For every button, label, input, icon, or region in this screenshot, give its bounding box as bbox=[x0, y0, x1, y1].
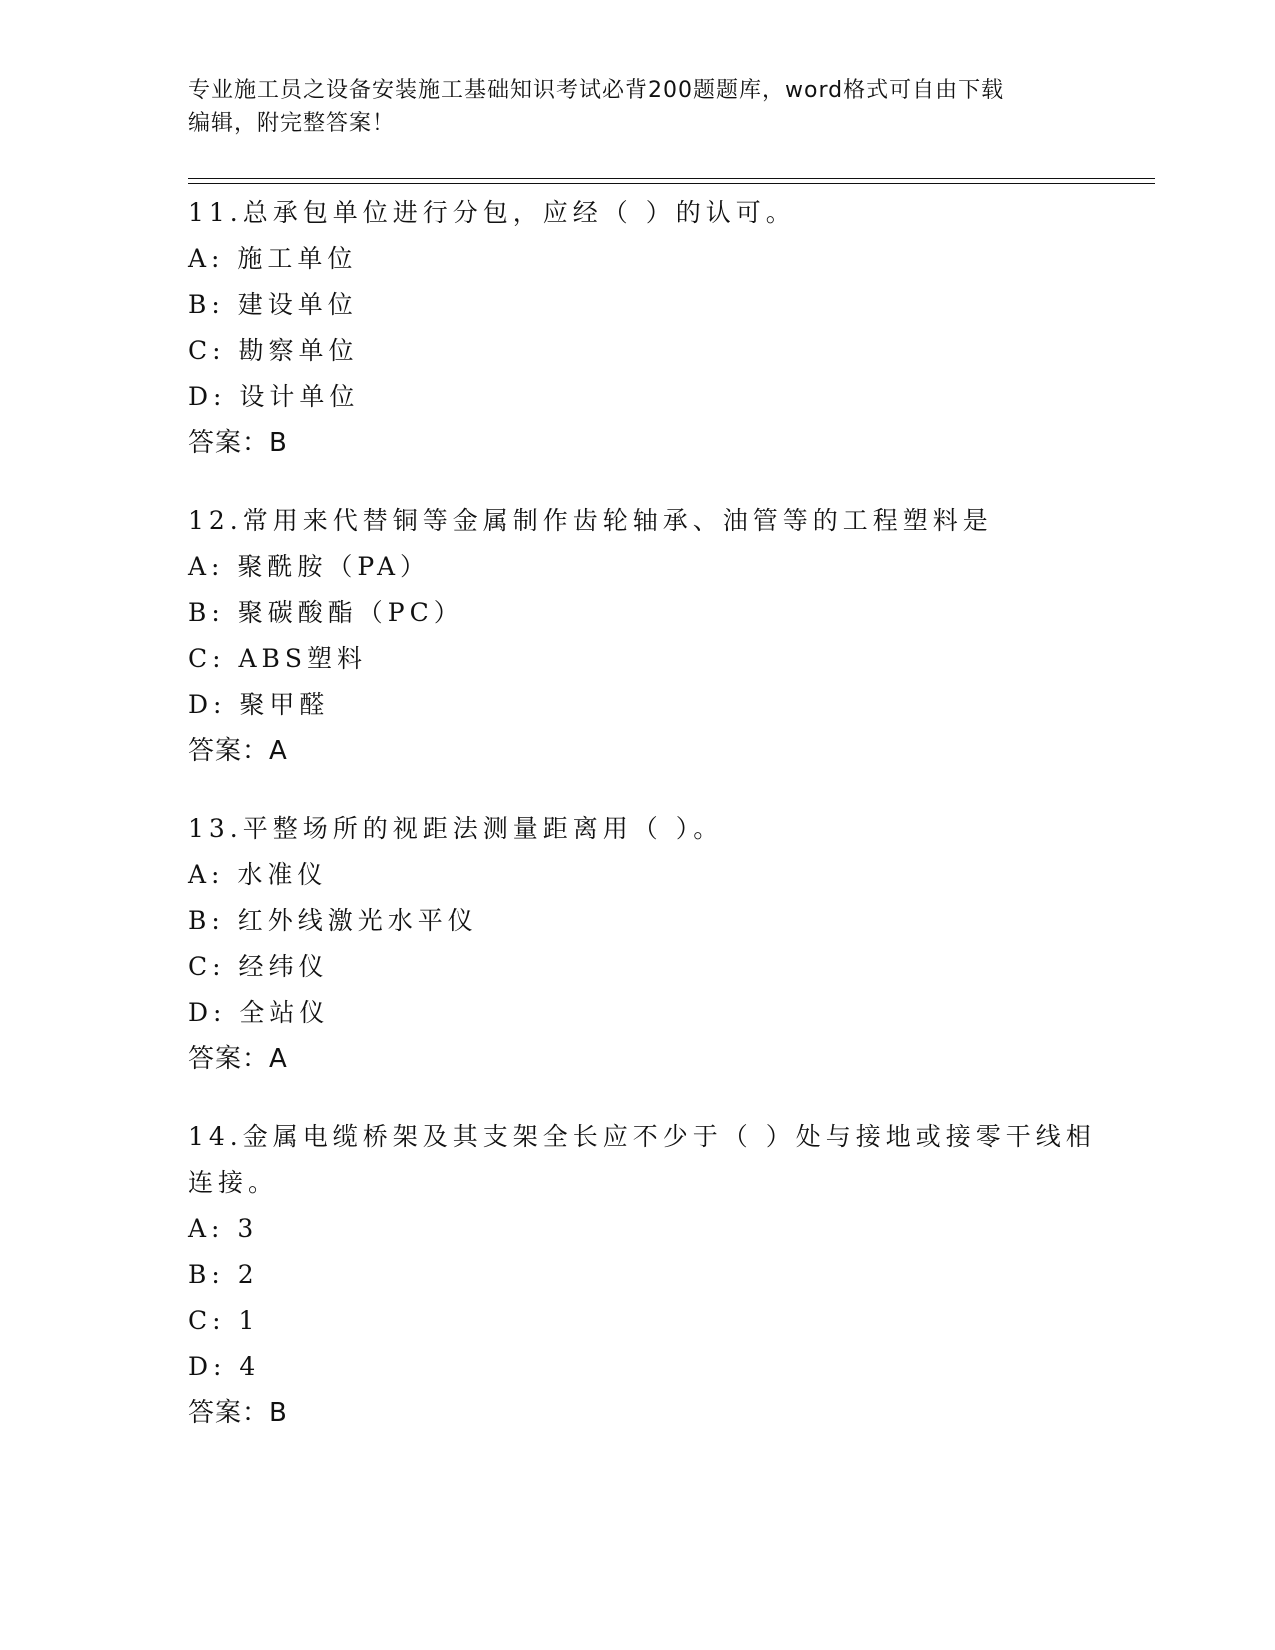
option-a: A: 施工单位 bbox=[188, 244, 358, 273]
option-b: B: 聚碳酸酯（PC） bbox=[188, 598, 464, 627]
option-d: D: 聚甲醛 bbox=[188, 690, 330, 719]
answer: 答案：A bbox=[188, 736, 288, 766]
header-rule-top bbox=[188, 178, 1155, 179]
header-rule-bottom bbox=[188, 183, 1155, 184]
question-12 bbox=[188, 498, 1088, 774]
option-d: D: 全站仪 bbox=[188, 998, 330, 1027]
option-c: C: 1 bbox=[188, 1306, 260, 1335]
header-line-2: 编辑，附完整答案！ bbox=[188, 111, 396, 136]
option-a: A: 3 bbox=[188, 1214, 259, 1243]
answer: 答案：B bbox=[188, 428, 288, 458]
option-b: B: 红外线激光水平仪 bbox=[188, 906, 478, 935]
question-stem: 13.平整场所的视距法测量距离用（ ）。 bbox=[188, 814, 724, 843]
option-a: A: 水准仪 bbox=[188, 860, 328, 889]
question-stem: 11.总承包单位进行分包，应经（ ）的认可。 bbox=[188, 198, 796, 227]
option-b: B: 2 bbox=[188, 1260, 259, 1289]
header-line-1: 专业施工员之设备安装施工基础知识考试必背200题题库，word格式可自由下载 bbox=[188, 78, 1005, 103]
answer: 答案：B bbox=[188, 1398, 288, 1428]
option-d: D: 4 bbox=[188, 1352, 261, 1381]
question-stem: 12.常用来代替铜等金属制作齿轮轴承、油管等的工程塑料是 bbox=[188, 506, 993, 535]
answer: 答案：A bbox=[188, 1044, 288, 1074]
question-stem-line-1: 14.金属电缆桥架及其支架全长应不少于（ ）处与接地或接零干线相 bbox=[188, 1122, 1096, 1151]
question-13 bbox=[188, 806, 1088, 1082]
question-14 bbox=[188, 1114, 1096, 1436]
option-c: C: ABS塑料 bbox=[188, 644, 368, 673]
option-a: A: 聚酰胺（PA） bbox=[188, 552, 431, 581]
option-c: C: 勘察单位 bbox=[188, 336, 359, 365]
question-list bbox=[188, 190, 1096, 1468]
question-stem-line-2: 连接。 bbox=[188, 1168, 279, 1197]
option-b: B: 建设单位 bbox=[188, 290, 358, 319]
question-11 bbox=[188, 190, 1088, 466]
option-c: C: 经纬仪 bbox=[188, 952, 329, 981]
option-d: D: 设计单位 bbox=[188, 382, 360, 411]
document-header bbox=[188, 74, 1068, 140]
